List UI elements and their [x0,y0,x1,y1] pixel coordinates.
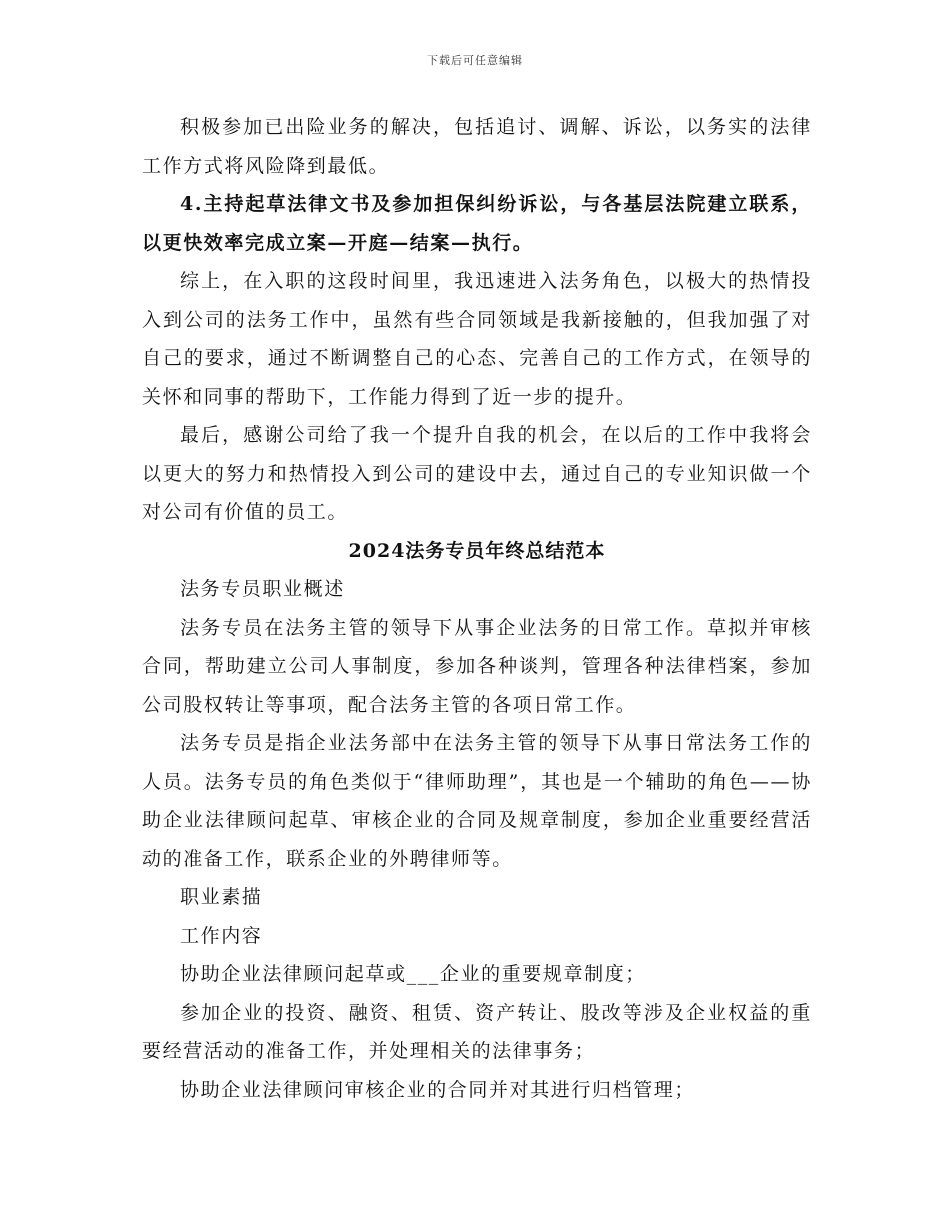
paragraph-profile-heading: 职业素描 [180,886,263,908]
section-title: 2024法务专员年终总结范本 [348,539,606,562]
paragraph-closing: 最后，感谢公司给了我一个提升自我的机会，在以后的工作中我将会以更大的努力和热情投入到公司的建设中去，通过自己的专业知识做一个对公司有价值的员工。 [142,424,812,523]
paragraph-duty-1: 协助企业法律顾问起草或___企业的重要规章制度； [180,963,646,985]
paragraph-overview-1: 法务专员在法务主管的领导下从事企业法务的日常工作。草拟并审核合同，帮助建立公司人事制度，参加各种谈判，管理各种法律档案，参加公司股权转让等事项，配合法务主管的各项日常工作。 [142,616,812,716]
document-body [142,108,812,1109]
paragraph-overview-heading: 法务专员职业概述 [180,578,345,600]
paragraph-item-4: 4.主持起草法律文书及参加担保纠纷诉讼，与各基层法院建立联系，以更快效率完成立案—开庭—结案—执行。 [142,193,812,254]
paragraph-risk-handling: 积极参加已出险业务的解决，包括追讨、调解、诉讼，以务实的法律工作方式将风险降到最低。 [142,116,812,177]
paragraph-summary: 综上，在入职的这段时间里，我迅速进入法务角色，以极大的热情投入到公司的法务工作中，虽然有些合同领域是我新接触的，但我加强了对自己的要求，通过不断调整自己的心态、完善自己的工作方式，在领导的关怀和同事的帮助下，工作能力得到了近一步的提升。 [142,270,812,408]
paragraph-work-content-heading: 工作内容 [180,924,263,947]
paragraph-overview-2: 法务专员是指企业法务部中在法务主管的领导下从事日常法务工作的人员。法务专员的角色类似于“律师助理”，其也是一个辅助的角色——协助企业法律顾问起草、审核企业的合同及规章制度，参加企业重要经营活动的准备工作，联系企业的外聘律师等。 [142,732,812,870]
page-header: 下载后可任意编辑 [427,54,523,67]
paragraph-duty-3: 协助企业法律顾问审核企业的合同并对其进行归档管理； [180,1078,696,1101]
paragraph-duty-2: 参加企业的投资、融资、租赁、资产转让、股改等涉及企业权益的重要经营活动的准备工作，并处理相关的法律事务； [142,1001,812,1062]
